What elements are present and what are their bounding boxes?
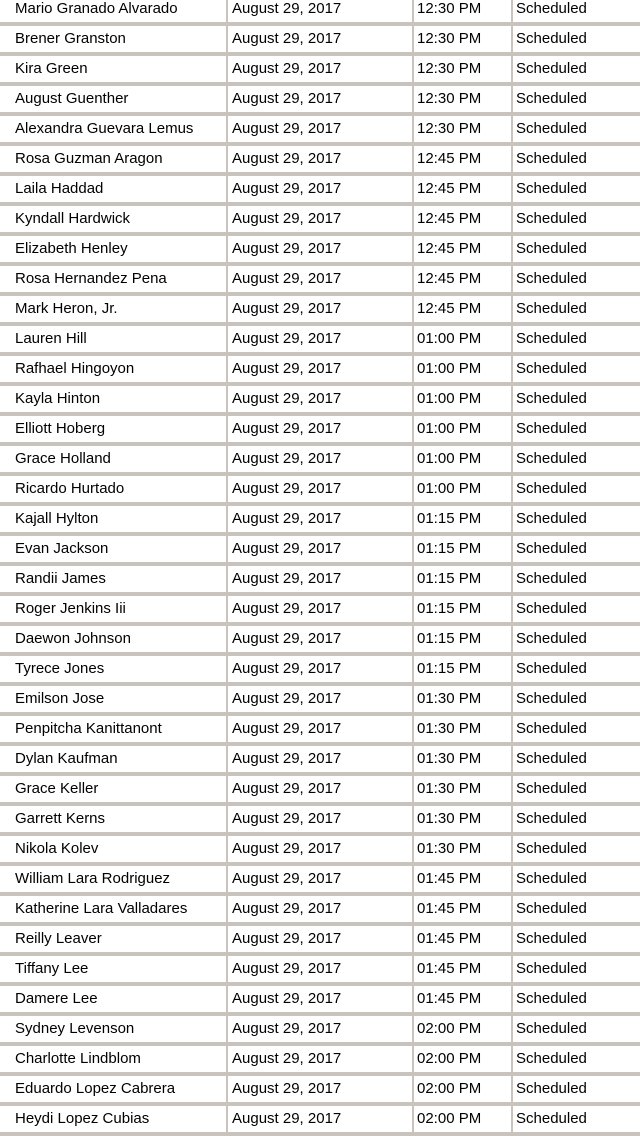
status-cell: Scheduled [513, 686, 640, 716]
attendee-name-cell: August Guenther [0, 86, 228, 116]
attendee-name-cell: Penpitcha Kanittanont [0, 716, 228, 746]
date-cell: August 29, 2017 [228, 416, 414, 446]
attendee-name-cell: Tyrece Jones [0, 656, 228, 686]
table-row [0, 266, 640, 296]
attendee-name-cell: Elizabeth Henley [0, 236, 228, 266]
date-cell: August 29, 2017 [228, 566, 414, 596]
time-cell: 02:00 PM [414, 1076, 513, 1106]
time-cell: 01:30 PM [414, 776, 513, 806]
status-cell: Scheduled [513, 386, 640, 416]
status-cell: Scheduled [513, 1016, 640, 1046]
date-cell: August 29, 2017 [228, 1046, 414, 1076]
time-cell: 12:45 PM [414, 206, 513, 236]
status-cell: Scheduled [513, 1046, 640, 1076]
table-row [0, 296, 640, 326]
table-row [0, 446, 640, 476]
date-cell: August 29, 2017 [228, 386, 414, 416]
status-cell: Scheduled [513, 866, 640, 896]
status-cell: Scheduled [513, 476, 640, 506]
attendee-name-cell: Nikola Kolev [0, 836, 228, 866]
status-cell: Scheduled [513, 506, 640, 536]
attendee-name-cell: Daewon Johnson [0, 626, 228, 656]
attendee-name-cell: Mark Heron, Jr. [0, 296, 228, 326]
table-row [0, 566, 640, 596]
attendee-name-cell: Kira Green [0, 56, 228, 86]
table-row [0, 656, 640, 686]
attendee-name-cell: Emilson Jose [0, 686, 228, 716]
status-cell: Scheduled [513, 626, 640, 656]
date-cell: August 29, 2017 [228, 206, 414, 236]
table-row [0, 416, 640, 446]
table-row [0, 1016, 640, 1046]
table-row [0, 716, 640, 746]
date-cell: August 29, 2017 [228, 446, 414, 476]
table-row [0, 896, 640, 926]
status-cell: Scheduled [513, 356, 640, 386]
time-cell: 01:15 PM [414, 596, 513, 626]
date-cell: August 29, 2017 [228, 626, 414, 656]
date-cell: August 29, 2017 [228, 686, 414, 716]
table-row [0, 776, 640, 806]
date-cell: August 29, 2017 [228, 746, 414, 776]
date-cell: August 29, 2017 [228, 776, 414, 806]
status-cell: Scheduled [513, 416, 640, 446]
time-cell: 12:45 PM [414, 176, 513, 206]
table-row [0, 986, 640, 1016]
status-cell: Scheduled [513, 776, 640, 806]
status-cell: Scheduled [513, 836, 640, 866]
attendee-name-cell: Grace Keller [0, 776, 228, 806]
time-cell: 01:30 PM [414, 746, 513, 776]
status-cell: Scheduled [513, 56, 640, 86]
attendee-name-cell: Kayla Hinton [0, 386, 228, 416]
attendee-name-cell: Reilly Leaver [0, 926, 228, 956]
status-cell: Scheduled [513, 1106, 640, 1136]
time-cell: 01:15 PM [414, 656, 513, 686]
time-cell: 12:30 PM [414, 56, 513, 86]
table-row [0, 146, 640, 176]
status-cell: Scheduled [513, 0, 640, 26]
status-cell: Scheduled [513, 986, 640, 1016]
time-cell: 01:15 PM [414, 626, 513, 656]
time-cell: 01:00 PM [414, 416, 513, 446]
date-cell: August 29, 2017 [228, 896, 414, 926]
attendee-name-cell: Ricardo Hurtado [0, 476, 228, 506]
table-row [0, 836, 640, 866]
attendee-name-cell: Kajall Hylton [0, 506, 228, 536]
time-cell: 01:45 PM [414, 896, 513, 926]
attendee-name-cell: Garrett Kerns [0, 806, 228, 836]
date-cell: August 29, 2017 [228, 836, 414, 866]
time-cell: 12:30 PM [414, 26, 513, 56]
date-cell: August 29, 2017 [228, 986, 414, 1016]
status-cell: Scheduled [513, 746, 640, 776]
table-row [0, 56, 640, 86]
table-row [0, 326, 640, 356]
attendee-name-cell: Rosa Hernandez Pena [0, 266, 228, 296]
attendee-name-cell: Elliott Hoberg [0, 416, 228, 446]
time-cell: 01:30 PM [414, 686, 513, 716]
date-cell: August 29, 2017 [228, 806, 414, 836]
attendee-name-cell: Katherine Lara Valladares [0, 896, 228, 926]
attendee-name-cell: Grace Holland [0, 446, 228, 476]
table-row [0, 116, 640, 146]
date-cell: August 29, 2017 [228, 506, 414, 536]
attendee-name-cell: Evan Jackson [0, 536, 228, 566]
table-row [0, 926, 640, 956]
attendee-name-cell: Mario Granado Alvarado [0, 0, 228, 26]
table-row [0, 746, 640, 776]
attendee-name-cell: Roger Jenkins Iii [0, 596, 228, 626]
time-cell: 01:15 PM [414, 536, 513, 566]
table-row [0, 206, 640, 236]
time-cell: 01:00 PM [414, 386, 513, 416]
table-row [0, 806, 640, 836]
status-cell: Scheduled [513, 656, 640, 686]
status-cell: Scheduled [513, 146, 640, 176]
time-cell: 02:00 PM [414, 1016, 513, 1046]
time-cell: 01:15 PM [414, 566, 513, 596]
table-row [0, 1046, 640, 1076]
attendee-name-cell: Dylan Kaufman [0, 746, 228, 776]
table-row [0, 686, 640, 716]
time-cell: 12:30 PM [414, 86, 513, 116]
table-row [0, 26, 640, 56]
date-cell: August 29, 2017 [228, 536, 414, 566]
date-cell: August 29, 2017 [228, 86, 414, 116]
attendee-name-cell: Rafhael Hingoyon [0, 356, 228, 386]
time-cell: 01:00 PM [414, 356, 513, 386]
date-cell: August 29, 2017 [228, 56, 414, 86]
attendee-name-cell: Rosa Guzman Aragon [0, 146, 228, 176]
time-cell: 01:45 PM [414, 926, 513, 956]
attendee-name-cell: Lauren Hill [0, 326, 228, 356]
date-cell: August 29, 2017 [228, 596, 414, 626]
date-cell: August 29, 2017 [228, 236, 414, 266]
attendee-name-cell: Randii James [0, 566, 228, 596]
time-cell: 01:00 PM [414, 476, 513, 506]
time-cell: 02:00 PM [414, 1046, 513, 1076]
table-row [0, 0, 640, 26]
time-cell: 01:45 PM [414, 866, 513, 896]
table-row [0, 596, 640, 626]
table-row [0, 86, 640, 116]
time-cell: 12:45 PM [414, 266, 513, 296]
date-cell: August 29, 2017 [228, 296, 414, 326]
time-cell: 12:45 PM [414, 236, 513, 266]
attendee-name-cell: Damere Lee [0, 986, 228, 1016]
status-cell: Scheduled [513, 236, 640, 266]
attendee-name-cell: Kyndall Hardwick [0, 206, 228, 236]
date-cell: August 29, 2017 [228, 1016, 414, 1046]
time-cell: 12:45 PM [414, 146, 513, 176]
time-cell: 01:30 PM [414, 716, 513, 746]
date-cell: August 29, 2017 [228, 656, 414, 686]
status-cell: Scheduled [513, 1076, 640, 1106]
attendee-name-cell: Brener Granston [0, 26, 228, 56]
date-cell: August 29, 2017 [228, 0, 414, 26]
status-cell: Scheduled [513, 896, 640, 926]
attendee-name-cell: Eduardo Lopez Cabrera [0, 1076, 228, 1106]
status-cell: Scheduled [513, 116, 640, 146]
table-row [0, 536, 640, 566]
date-cell: August 29, 2017 [228, 146, 414, 176]
time-cell: 12:30 PM [414, 0, 513, 26]
date-cell: August 29, 2017 [228, 1076, 414, 1106]
date-cell: August 29, 2017 [228, 116, 414, 146]
date-cell: August 29, 2017 [228, 716, 414, 746]
status-cell: Scheduled [513, 566, 640, 596]
attendee-name-cell: William Lara Rodriguez [0, 866, 228, 896]
status-cell: Scheduled [513, 176, 640, 206]
attendee-name-cell: Heydi Lopez Cubias [0, 1106, 228, 1136]
date-cell: August 29, 2017 [228, 266, 414, 296]
date-cell: August 29, 2017 [228, 476, 414, 506]
status-cell: Scheduled [513, 266, 640, 296]
table-row [0, 506, 640, 536]
status-cell: Scheduled [513, 806, 640, 836]
status-cell: Scheduled [513, 926, 640, 956]
status-cell: Scheduled [513, 536, 640, 566]
date-cell: August 29, 2017 [228, 356, 414, 386]
time-cell: 01:00 PM [414, 326, 513, 356]
status-cell: Scheduled [513, 326, 640, 356]
time-cell: 01:30 PM [414, 806, 513, 836]
date-cell: August 29, 2017 [228, 956, 414, 986]
table-row [0, 866, 640, 896]
attendee-name-cell: Tiffany Lee [0, 956, 228, 986]
status-cell: Scheduled [513, 26, 640, 56]
table-row [0, 1106, 640, 1136]
time-cell: 02:00 PM [414, 1106, 513, 1136]
date-cell: August 29, 2017 [228, 176, 414, 206]
status-cell: Scheduled [513, 206, 640, 236]
date-cell: August 29, 2017 [228, 1106, 414, 1136]
table-row [0, 1076, 640, 1106]
table-row [0, 236, 640, 266]
time-cell: 01:30 PM [414, 836, 513, 866]
date-cell: August 29, 2017 [228, 26, 414, 56]
date-cell: August 29, 2017 [228, 326, 414, 356]
status-cell: Scheduled [513, 716, 640, 746]
status-cell: Scheduled [513, 596, 640, 626]
table-row [0, 176, 640, 206]
status-cell: Scheduled [513, 86, 640, 116]
attendee-name-cell: Laila Haddad [0, 176, 228, 206]
time-cell: 01:00 PM [414, 446, 513, 476]
status-cell: Scheduled [513, 956, 640, 986]
status-cell: Scheduled [513, 296, 640, 326]
attendee-name-cell: Charlotte Lindblom [0, 1046, 228, 1076]
time-cell: 12:30 PM [414, 116, 513, 146]
table-row [0, 626, 640, 656]
table-row [0, 956, 640, 986]
table-row [0, 356, 640, 386]
time-cell: 01:45 PM [414, 956, 513, 986]
attendee-name-cell: Sydney Levenson [0, 1016, 228, 1046]
date-cell: August 29, 2017 [228, 926, 414, 956]
attendee-name-cell: Alexandra Guevara Lemus [0, 116, 228, 146]
time-cell: 01:45 PM [414, 986, 513, 1016]
date-cell: August 29, 2017 [228, 866, 414, 896]
table-row [0, 386, 640, 416]
table-row [0, 476, 640, 506]
time-cell: 01:15 PM [414, 506, 513, 536]
time-cell: 12:45 PM [414, 296, 513, 326]
status-cell: Scheduled [513, 446, 640, 476]
